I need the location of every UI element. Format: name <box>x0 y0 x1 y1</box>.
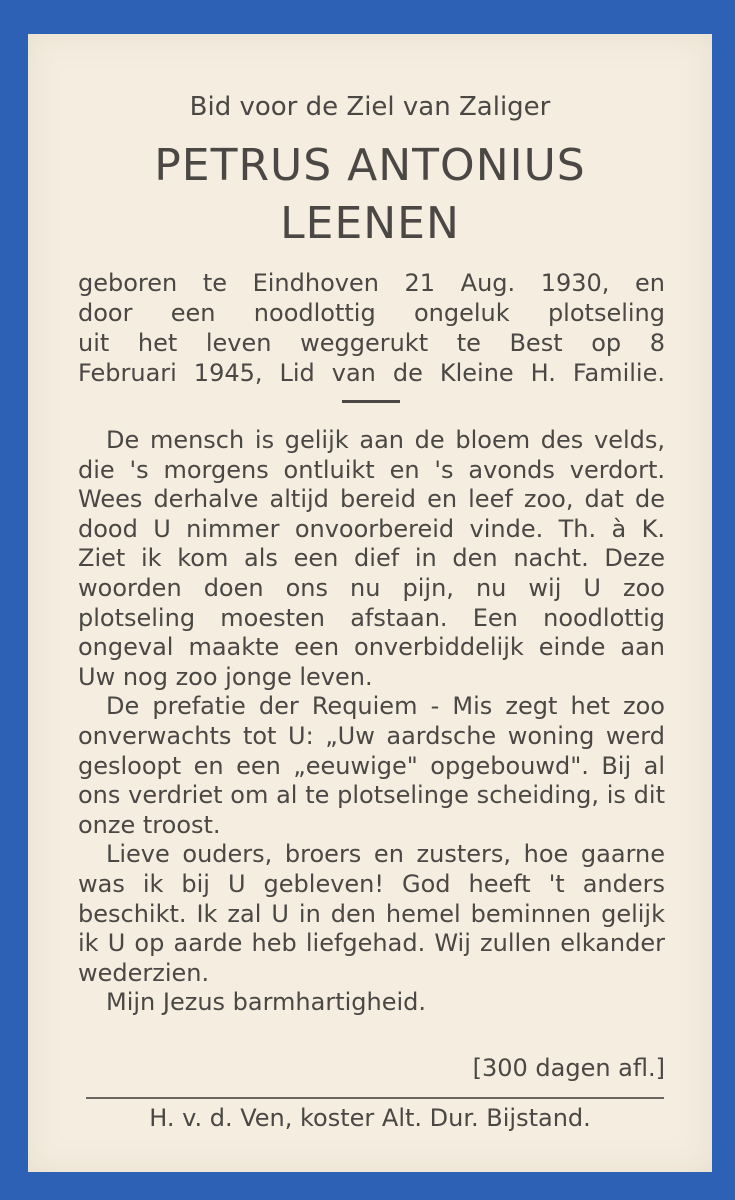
biographical-intro <box>78 268 665 388</box>
intro-line: geboren te Eindhoven 21 Aug. 1930, en <box>78 269 665 297</box>
deceased-name-first: PETRUS ANTONIUS <box>154 140 586 191</box>
intro-line: Februari 1945, Lid van de Kleine H. Familie. <box>78 359 665 387</box>
printer-credit: H. v. d. Ven, koster Alt. Dur. Bijstand. <box>149 1104 591 1132</box>
divider-rule <box>342 400 400 403</box>
intro-line: uit het leven weggerukt te Best op 8 <box>78 329 665 357</box>
paragraph-farewell: Lieve ouders, broers en zusters, hoe gaarne was ik bij U gebleven! God heeft 't anders beschikt. Ik zal U in den hemel beminnen gelijk ik U op aarde heb liefgehad. Wij zullen elkander wederzien. <box>78 840 665 987</box>
paragraph-meditation: De mensch is gelijk aan de bloem des velds, die 's morgens ontluikt en 's avonds verdort. Wees derhalve altijd bereid en leef zoo, dat de dood U nimmer onvoorbereid vinde. Th. à K. Ziet ik kom als een dief in den nacht. Deze woorden doen ons nu pijn, nu wij U zoo plotseling moesten afstaan. Een noodlottig ongeval maakte een onverbiddelijk einde aan Uw nog zoo jonge leven. <box>78 426 665 691</box>
paragraph-prayer: Mijn Jezus barmhartigheid. <box>106 988 427 1017</box>
indulgence-note: [300 dagen afl.] <box>472 1054 665 1082</box>
paragraph-requiem: De prefatie der Requiem - Mis zegt het zoo onverwachts tot U: „Uw aardsche woning werd gesloopt en een „eeuwige" opgebouwd". Bij al ons verdriet om al te plotselinge scheiding, is dit onze troost. <box>78 692 665 839</box>
intro-line: door een noodlottig ongeluk plotseling <box>78 299 665 327</box>
footer-rule <box>86 1097 664 1099</box>
memorial-card <box>28 34 712 1172</box>
prayer-line: Bid voor de Ziel van Zaliger <box>189 92 551 122</box>
deceased-name-last: LEENEN <box>280 198 460 249</box>
memorial-text <box>78 426 665 1018</box>
